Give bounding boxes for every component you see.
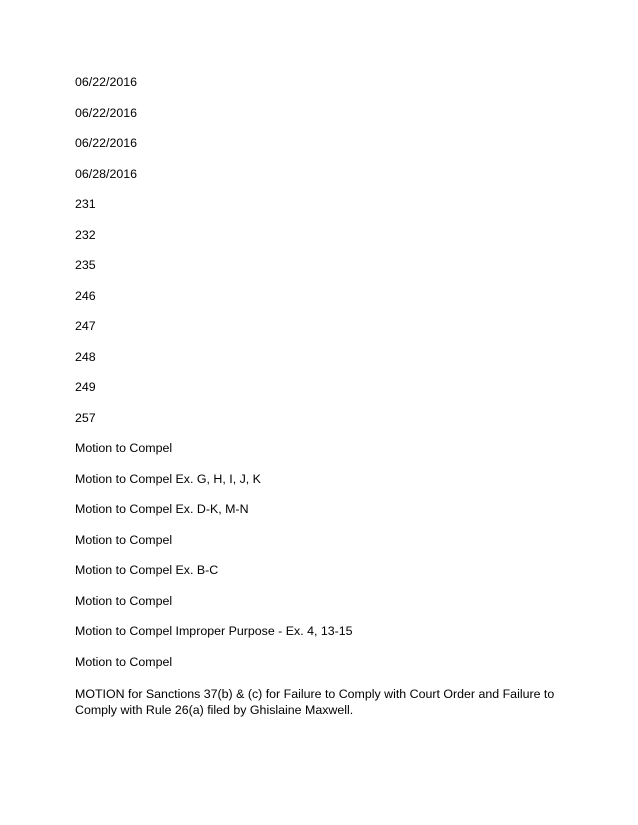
description-line: Motion to Compel bbox=[75, 441, 173, 455]
description-line: Motion to Compel Improper Purpose - Ex. 4, 13-15 bbox=[75, 624, 353, 638]
docket-number-line: 257 bbox=[75, 410, 96, 425]
docket-number-line: 246 bbox=[75, 288, 96, 303]
date-line: 06/22/2016 bbox=[75, 136, 138, 150]
sanctions-motion-paragraph: MOTION for Sanctions 37(b) & (c) for Failure to Comply with Court Order and Failure to Comply with Rule 26(a) filed by Ghislaine Maxwell. bbox=[75, 687, 555, 717]
date-line: 06/28/2016 bbox=[75, 166, 138, 181]
docket-number-line: 249 bbox=[75, 380, 96, 394]
description-line: Motion to Compel bbox=[75, 654, 173, 669]
entry-list bbox=[75, 75, 575, 685]
description-line: Motion to Compel bbox=[75, 593, 173, 608]
docket-number-line: 232 bbox=[75, 227, 96, 242]
date-line: 06/22/2016 bbox=[75, 105, 138, 120]
date-line: 06/22/2016 bbox=[75, 75, 138, 89]
description-line: Motion to Compel bbox=[75, 532, 173, 547]
description-line: Motion to Compel Ex. G, H, I, J, K bbox=[75, 471, 261, 486]
description-line: Motion to Compel Ex. B-C bbox=[75, 563, 219, 577]
docket-number-line: 247 bbox=[75, 319, 96, 333]
docket-number-line: 248 bbox=[75, 349, 96, 364]
docket-number-line: 231 bbox=[75, 197, 96, 211]
docket-number-line: 235 bbox=[75, 258, 96, 272]
description-line: Motion to Compel Ex. D-K, M-N bbox=[75, 502, 249, 516]
